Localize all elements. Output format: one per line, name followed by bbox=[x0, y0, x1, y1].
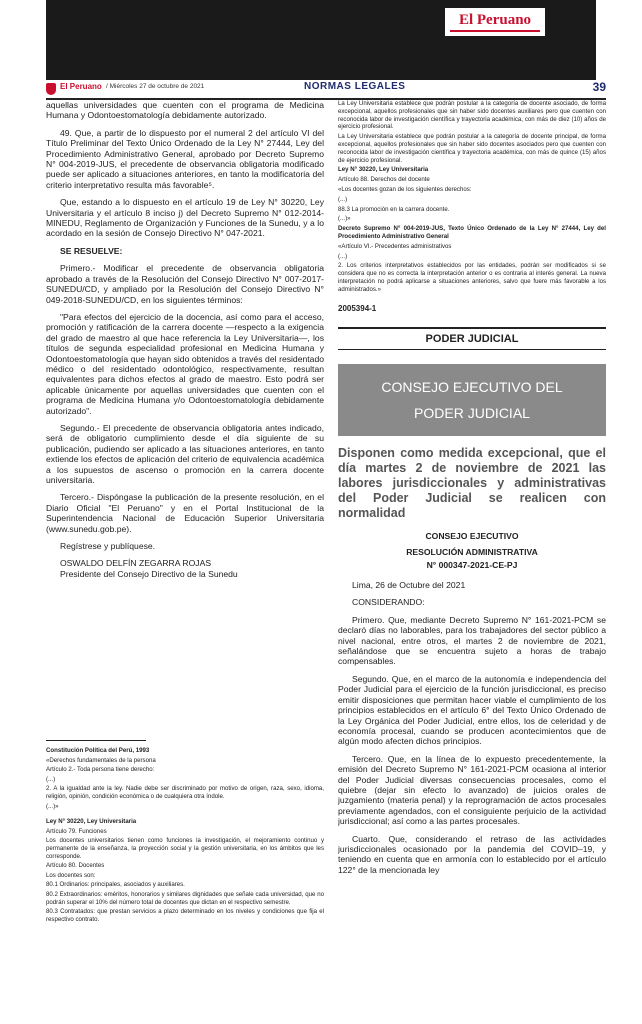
closing-text: Regístrese y publíquese. bbox=[60, 541, 156, 552]
paragraph: Primero. Que, mediante Decreto Supremo N° 161-2021-PCM se declaró días no laborables, para los trabajadores del sector público a nivel nacional, entre otros, el martes 2 de noviembre de 2021, señalándose que se encuentra sujeto a horas de trabajo compensables. bbox=[338, 614, 606, 667]
el-peruano-logo bbox=[445, 8, 545, 36]
paragraph: Segundo. Que, en el marco de la autonomía e independencia del Poder Judicial para el ejercicio de la función jurisdiccional, es preciso emitir disposiciones que permitan hacer viable el cumplimiento de los principios establecidos en el artículo 6° del Texto Único Ordenado de la Ley Orgánica del Poder Judicial, entre ellos, los de celeridad y de economía procesal, cuando se producen acontecimientos que de algún modo afecten dichos principios. bbox=[338, 673, 606, 747]
issuer: CONSEJO EJECUTIVO bbox=[425, 530, 519, 541]
paragraph: Que, estando a lo dispuesto en el artículo 19 de Ley N° 30220, Ley Universitaria y el artículo 8 inciso j) del Decreto Supremo N° 012-2014-MINEDU, Reglamento de Organización y Funciones de la Sunedu, y a lo acordado en la sesión de Consejo Directivo N° 047-2021. bbox=[46, 197, 324, 239]
paragraph: Tercero. Que, en la línea de lo expuesto precedentemente, la emisión del Decreto Supremo N° 161-2021-PCM ocasiona al interior del Poder Judicial diversas consecuencias procesales, como el quiebre (dejar sin efecto lo avanzado) de juicios orales de juzgamiento (materia penal) y la reprogramación de actos procesales previamente agendados, con el consiguiente perjuicio de la actividad jurisdiccional; así como a las partes procesales. bbox=[338, 753, 606, 827]
footnote: (...) bbox=[46, 775, 56, 783]
paragraph: aquellas universidades que cuenten con el programa de Medicina Humana y Odontoestomatología debidamente autorizado. bbox=[46, 100, 324, 121]
footnote: Los docentes son: bbox=[46, 871, 96, 879]
header-date: / Miércoles 27 de octubre de 2021 bbox=[106, 83, 205, 90]
footnote: «Los docentes gozan de los siguientes derechos: bbox=[338, 185, 472, 193]
footnote: 2. Los criterios interpretativos establecidos por las entidades, podrán ser modificados si se considera que no es correcta la interpretación anterior o es contraria al interés general. La nueva interpretación no podrá aplicarse a situaciones anteriores, salvo que fuere más favorable a los administrados.» bbox=[338, 262, 606, 293]
logo-text: El Peruano bbox=[458, 11, 532, 28]
institution-line-2: PODER JUDICIAL bbox=[414, 404, 530, 421]
footnote: 2. A la igualdad ante la ley. Nadie debe ser discriminado por motivo de origen, raza, sexo, idioma, religión, opinión, condición económica o de cualquiera otra índole. bbox=[46, 785, 324, 800]
left-footnotes bbox=[46, 740, 324, 1020]
resolution-number: N° 000347-2021-CE-PJ bbox=[426, 559, 518, 570]
signature-title: Presidente del Consejo Directivo de la Sunedu bbox=[60, 568, 238, 579]
institution-box bbox=[338, 364, 606, 436]
footnote: Artículo 88. Derechos del docente bbox=[338, 176, 430, 184]
considerando-heading: CONSIDERANDO: bbox=[352, 597, 425, 608]
top-margin bbox=[0, 0, 642, 80]
footnote: Los docentes universitarios tienen como funciones la investigación, el mejoramiento continuo y permanente de la enseñanza, la proyección social y la gestión universitaria, en los ámbitos que les corresponde. bbox=[46, 837, 324, 860]
footnote: La Ley Universitaria establece que podrán postular a la categoría de docente asociado, de forma excepcional, aquellos profesionales que sin haber sido docentes auxiliares pero que cuenten con reconocida labor de investigación científica y trayectoria académica, con más de diez (10) años de ejercicio profesional. bbox=[338, 100, 606, 131]
footnote: Artículo 80. Docentes bbox=[46, 862, 105, 870]
header-paper-name: El Peruano bbox=[60, 82, 102, 91]
resolution-type: RESOLUCIÓN ADMINISTRATIVA bbox=[406, 547, 538, 558]
paragraph: Cuarto. Que, considerando el retraso de las actividades jurisdiccionales ocasionado por la pandemia del COVID–19, y teniendo en cuenta que en armonía con lo establecido por el artículo 122° de la mencionada ley bbox=[338, 833, 606, 875]
signature-name: OSWALDO DELFÍN ZEGARRA ROJAS bbox=[60, 558, 212, 569]
footnote: «Derechos fundamentales de la persona bbox=[46, 756, 156, 764]
right-column bbox=[338, 100, 606, 1000]
footnote: 88.3 La promoción en la carrera docente. bbox=[338, 205, 450, 213]
footnote: Artículo 2.- Toda persona tiene derecho: bbox=[46, 766, 155, 774]
left-column bbox=[46, 100, 324, 740]
footnote: La Ley Universitaria establece que podrán postular a la categoría de docente principal, de forma excepcional, aquellos profesionales que sin haber sido docentes asociados pero que cuenten con reconocida labor de investigación científica y trayectoria académica, con más de quince (15) años de ejercicio profesional. bbox=[338, 133, 606, 164]
footnote: «Artículo VI.- Precedentes administrativos bbox=[338, 242, 452, 250]
paragraph: Segundo.- El precedente de observancia obligatoria antes indicado, será de obligatorio cumplimiento desde el día siguiente de su publicación, pudiendo ser aplicado a las situaciones anteriores, en tanto extiende los efectos de aplicación del criterio de equivalencia académica a los supuestos de ascenso o promoción en la carrera docente universitaria. bbox=[46, 422, 324, 485]
logo-underline bbox=[450, 30, 540, 32]
footnote: (...) bbox=[338, 195, 348, 203]
paragraph: 49. Que, a partir de lo dispuesto por el numeral 2 del artículo VI del Título Preliminar del Texto Único Ordenado de la Ley N° 27444, Ley del Procedimiento Administrativo General, aprobado por Decreto Supremo N° 004-2019-JUS, el precedente de observancia obligatoria modificado puede ser aplicado a situaciones anteriores, en tanto la modificatoria del criterio interpretativo resulta más favorable⁵. bbox=[46, 127, 324, 190]
resolve-heading: SE RESUELVE: bbox=[60, 245, 123, 256]
footnote: 80.2 Extraordinarios: eméritos, honorarios y similares dignidades que señale cada universidad, que no podrán superar el 10% del número total de docentes que dictan en el respectivo semestre. bbox=[46, 890, 324, 906]
document-code: 2005394-1 bbox=[338, 303, 377, 313]
date-line: Lima, 26 de Octubre del 2021 bbox=[352, 580, 466, 591]
footnote: Constitución Política del Perú, 1993 bbox=[46, 747, 150, 754]
footnote: (...)» bbox=[338, 215, 351, 223]
footnote: (...)» bbox=[46, 802, 59, 810]
institution-line-1: CONSEJO EJECUTIVO DEL bbox=[381, 378, 563, 395]
paragraph: "Para efectos del ejercicio de la docencia, así como para el acceso, promoción y ratificación de la carrera docente —respecto a la exigencia del grado de maestro al que hace referencia la Ley Universitaria—, los títulos de segunda especialidad profesional en Medicina Humana y Odontoestomatología que hayan sido obtenidos a través del residentado médico o del residentado odontológico, respectivamente, resultan equivalentes para dichos efectos al grado de maestro. Esto podrá ser aplicable únicamente por aquellas universidades que cuenten con el programa de Medicina Humana y/o Odontoestomatología debidamente autorizado". bbox=[46, 311, 324, 416]
section-title: NORMAS LEGALES bbox=[304, 81, 406, 92]
footnote: Artículo 79. Funciones bbox=[46, 827, 107, 835]
paragraph: Primero.- Modificar el precedente de observancia obligatoria aprobado a través de la Resolución del Consejo Directivo N° 007-2017-SUNEDU/CD, y ampliado por la Resolución del Consejo Directivo N° 049-2018-SUNEDU/CD, en los siguientes términos: bbox=[46, 263, 324, 305]
section-heading: PODER JUDICIAL bbox=[338, 327, 606, 350]
paragraph: Tercero.- Dispóngase la publicación de la presente resolución, en el Diario Oficial "El Peruano" y en el Portal Institucional de la Superintendencia Nacional de Educación Superior Universitaria (www.sunedu.gob.pe). bbox=[46, 492, 324, 534]
footnote: 80.3 Contratados: que prestan servicios a plazo determinado en los niveles y condiciones que fija el respectivo contrato. bbox=[46, 908, 324, 923]
footnote-divider bbox=[46, 740, 146, 741]
footnote: (...) bbox=[338, 252, 348, 260]
footnote: Ley N° 30220, Ley Universitaria bbox=[46, 818, 137, 826]
shield-icon bbox=[46, 83, 56, 95]
footnote: 80.1 Ordinarios: principales, asociados y auxiliares. bbox=[46, 881, 185, 889]
footnote: Ley N° 30220, Ley Universitaria bbox=[338, 166, 429, 174]
footnote: Decreto Supremo N° 004-2019-JUS, Texto Único Ordenado de la Ley N° 27444, Ley del Procedimiento Administrativo General bbox=[338, 225, 606, 240]
headline: Disponen como medida excepcional, que el día martes 2 de noviembre de 2021 las labores jurisdiccionales y administrativas del Poder Judicial se realicen con normalidad bbox=[338, 445, 606, 520]
page-header bbox=[46, 80, 606, 100]
page-number: 39 bbox=[592, 80, 606, 94]
